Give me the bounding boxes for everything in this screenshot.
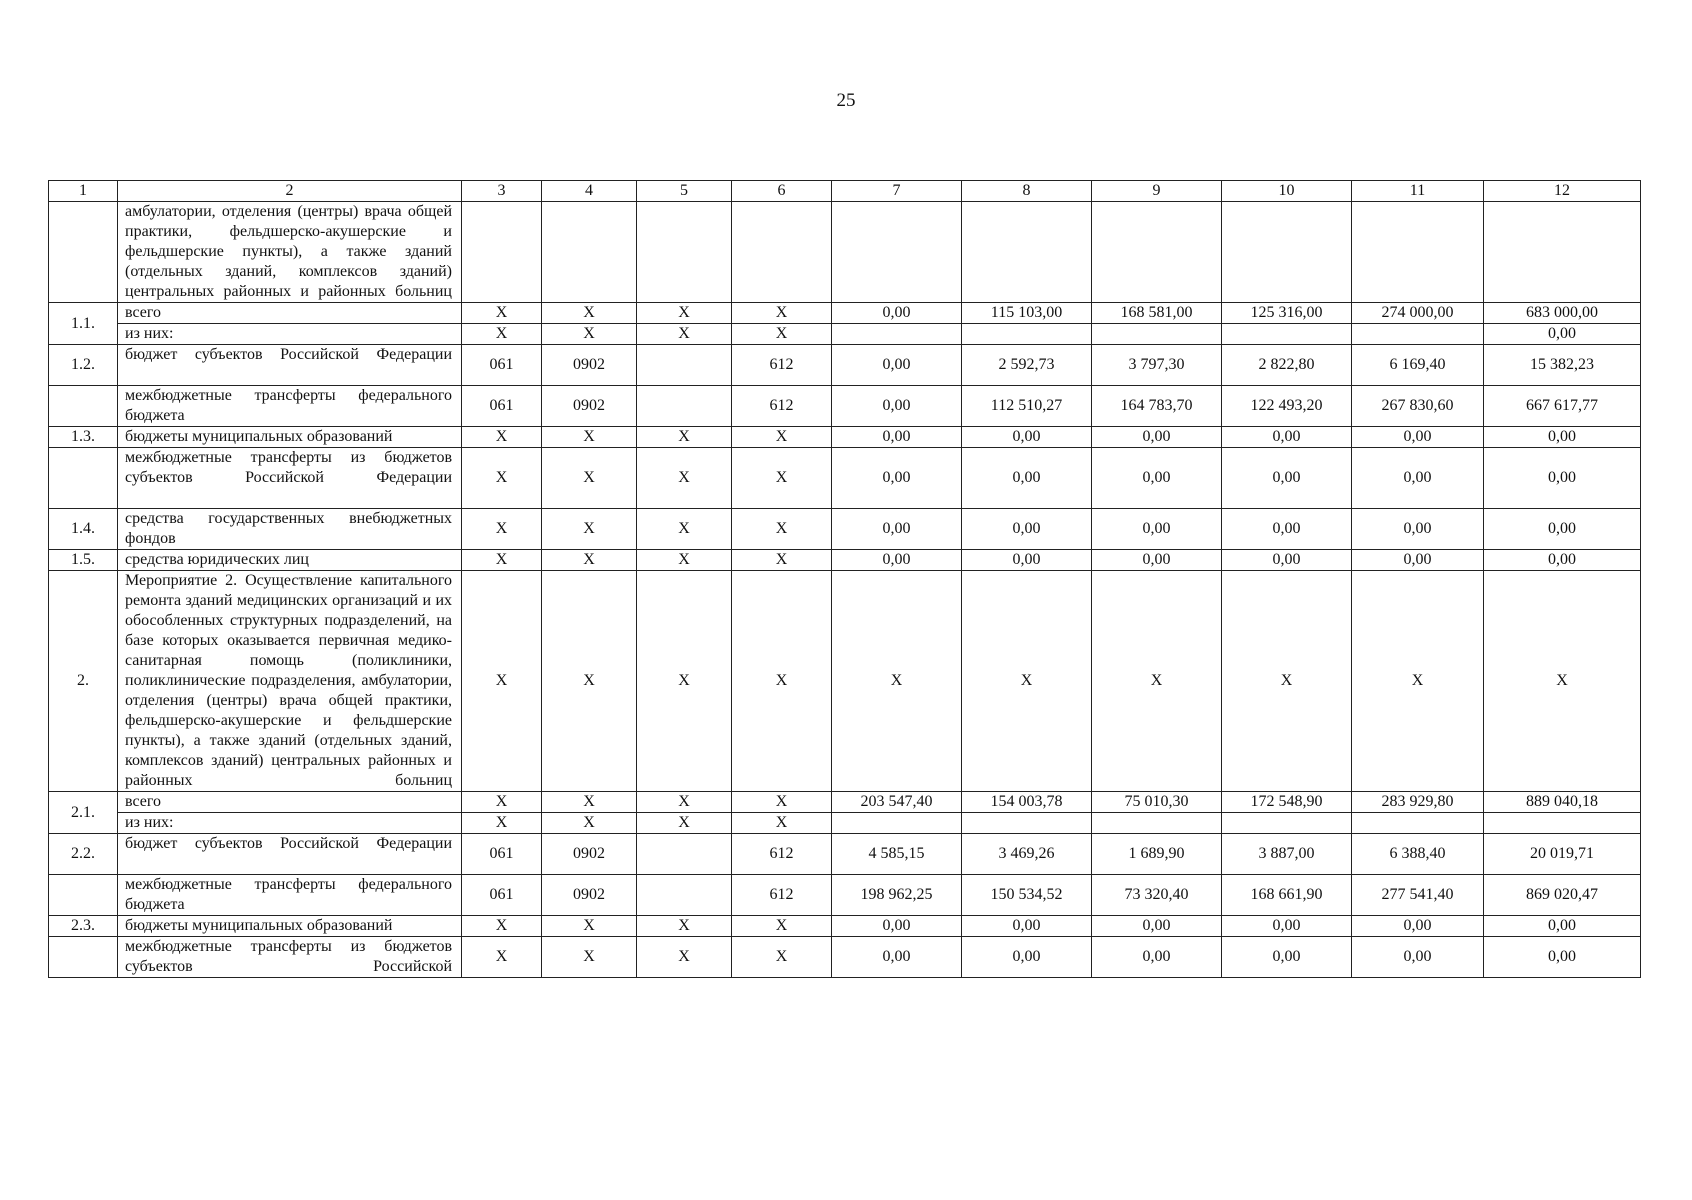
value-cell: 75 010,30 (1092, 792, 1222, 813)
value-cell: Х (732, 916, 832, 937)
table-row (49, 916, 1641, 937)
table-row (49, 202, 1641, 303)
item-number (49, 875, 118, 916)
value-cell: 0,00 (832, 509, 962, 550)
value-cell: 0,00 (832, 427, 962, 448)
value-cell: 0,00 (1352, 427, 1484, 448)
value-cell: 172 548,90 (1222, 792, 1352, 813)
value-cell: 1 689,90 (1092, 834, 1222, 875)
value-cell: Х (1484, 571, 1641, 792)
value-cell: 612 (732, 875, 832, 916)
item-number: 2.2. (49, 834, 118, 875)
value-cell: 683 000,00 (1484, 303, 1641, 324)
table-row (49, 937, 1641, 978)
value-cell: 115 103,00 (962, 303, 1092, 324)
table-row (49, 509, 1641, 550)
value-cell: 164 783,70 (1092, 386, 1222, 427)
column-number: 6 (732, 181, 832, 202)
value-cell: Х (637, 550, 732, 571)
value-cell: 061 (462, 875, 542, 916)
value-cell: 277 541,40 (1352, 875, 1484, 916)
item-description: средства государственных внебюджетных фондов (118, 509, 462, 550)
item-number: 2.1. (49, 792, 118, 834)
value-cell: 0,00 (1092, 937, 1222, 978)
column-number: 9 (1092, 181, 1222, 202)
value-cell (1352, 202, 1484, 303)
value-cell: 0,00 (1484, 937, 1641, 978)
item-description: Мероприятие 2. Осуществление капитального ремонта зданий медицинских организаций и их обособленных структурных подразделений, на базе которых оказывается первичная медико-санитарная помощь (поликлиники, поликлинические подразделения, амбулатории, отделения (центры) врача общей практики, фельдшерско-акушерские и фельдшерские пункты), а также зданий (отдельных зданий, комплексов зданий) центральных районных и районных больниц (118, 571, 462, 792)
item-number: 2.3. (49, 916, 118, 937)
value-cell (637, 386, 732, 427)
value-cell: 061 (462, 834, 542, 875)
item-description: бюджет субъектов Российской Федерации (118, 834, 462, 875)
value-cell: Х (1352, 571, 1484, 792)
value-cell (962, 813, 1092, 834)
item-number: 1.5. (49, 550, 118, 571)
value-cell: 0,00 (962, 427, 1092, 448)
value-cell: Х (732, 571, 832, 792)
value-cell (1222, 324, 1352, 345)
value-cell: 0,00 (962, 550, 1092, 571)
column-number: 3 (462, 181, 542, 202)
column-number: 12 (1484, 181, 1641, 202)
value-cell: 150 534,52 (962, 875, 1092, 916)
value-cell: Х (962, 571, 1092, 792)
value-cell (637, 345, 732, 386)
value-cell: Х (732, 937, 832, 978)
value-cell: 0,00 (1222, 427, 1352, 448)
value-cell: Х (462, 324, 542, 345)
value-cell: Х (732, 303, 832, 324)
value-cell: 0,00 (1484, 324, 1641, 345)
budget-table (48, 180, 1641, 978)
item-description: межбюджетные трансферты из бюджетов субъектов Российской Федерации (118, 448, 462, 509)
value-cell: 0902 (542, 875, 637, 916)
item-description: межбюджетные трансферты федерального бюджета (118, 875, 462, 916)
value-cell: 2 822,80 (1222, 345, 1352, 386)
value-cell: Х (542, 937, 637, 978)
value-cell: 0,00 (1484, 448, 1641, 509)
value-cell: Х (637, 813, 732, 834)
item-number (49, 937, 118, 978)
item-description: из них: (118, 324, 462, 345)
value-cell: 267 830,60 (1352, 386, 1484, 427)
value-cell: Х (542, 324, 637, 345)
value-cell: 0,00 (1484, 509, 1641, 550)
value-cell: Х (462, 550, 542, 571)
value-cell: 061 (462, 386, 542, 427)
value-cell: 0,00 (1222, 509, 1352, 550)
value-cell: 061 (462, 345, 542, 386)
value-cell: 3 887,00 (1222, 834, 1352, 875)
value-cell: Х (732, 792, 832, 813)
value-cell (1092, 324, 1222, 345)
value-cell: 0902 (542, 386, 637, 427)
value-cell: Х (542, 916, 637, 937)
value-cell: 20 019,71 (1484, 834, 1641, 875)
value-cell: 0,00 (1222, 937, 1352, 978)
table-row (49, 550, 1641, 571)
value-cell: 0,00 (1222, 916, 1352, 937)
value-cell: 3 797,30 (1092, 345, 1222, 386)
value-cell (962, 324, 1092, 345)
item-number: 1.1. (49, 303, 118, 345)
value-cell: Х (732, 427, 832, 448)
value-cell: 0902 (542, 345, 637, 386)
item-description: всего (118, 303, 462, 324)
column-number: 1 (49, 181, 118, 202)
value-cell: 667 617,77 (1484, 386, 1641, 427)
value-cell: 112 510,27 (962, 386, 1092, 427)
item-number: 1.2. (49, 345, 118, 386)
item-description: межбюджетные трансферты из бюджетов субъектов Российской (118, 937, 462, 978)
value-cell: 0,00 (962, 509, 1092, 550)
value-cell: Х (542, 571, 637, 792)
value-cell: 0,00 (1352, 550, 1484, 571)
value-cell (1352, 813, 1484, 834)
value-cell: 0,00 (832, 448, 962, 509)
value-cell: 0,00 (1092, 448, 1222, 509)
value-cell: 0,00 (1092, 916, 1222, 937)
value-cell: 154 003,78 (962, 792, 1092, 813)
value-cell: Х (462, 448, 542, 509)
value-cell: 0,00 (832, 386, 962, 427)
value-cell (832, 324, 962, 345)
value-cell: 4 585,15 (832, 834, 962, 875)
value-cell: 168 661,90 (1222, 875, 1352, 916)
table-row (49, 386, 1641, 427)
value-cell (542, 202, 637, 303)
value-cell: 0,00 (1484, 916, 1641, 937)
value-cell: 122 493,20 (1222, 386, 1352, 427)
value-cell: 0,00 (832, 345, 962, 386)
value-cell: Х (732, 550, 832, 571)
value-cell: 198 962,25 (832, 875, 962, 916)
value-cell: Х (462, 571, 542, 792)
value-cell: Х (542, 448, 637, 509)
value-cell: 0,00 (1092, 509, 1222, 550)
value-cell: Х (637, 509, 732, 550)
value-cell (637, 875, 732, 916)
value-cell: 0,00 (1484, 427, 1641, 448)
value-cell: Х (732, 509, 832, 550)
value-cell: 0,00 (1352, 509, 1484, 550)
table-row (49, 303, 1641, 324)
value-cell (962, 202, 1092, 303)
value-cell (1484, 813, 1641, 834)
value-cell: Х (637, 324, 732, 345)
item-number: 1.4. (49, 509, 118, 550)
column-number: 8 (962, 181, 1092, 202)
item-description: межбюджетные трансферты федерального бюджета (118, 386, 462, 427)
value-cell: Х (542, 792, 637, 813)
table-row (49, 324, 1641, 345)
value-cell: 15 382,23 (1484, 345, 1641, 386)
value-cell: 0,00 (1352, 448, 1484, 509)
value-cell: 283 929,80 (1352, 792, 1484, 813)
value-cell: Х (732, 448, 832, 509)
item-description: амбулатории, отделения (центры) врача общей практики, фельдшерско-акушерские и фельдшерские пункты), а также зданий (отдельных зданий, комплексов зданий) центральных районных и районных больниц (118, 202, 462, 303)
value-cell (1222, 202, 1352, 303)
value-cell: 6 169,40 (1352, 345, 1484, 386)
value-cell: Х (637, 937, 732, 978)
value-cell: Х (462, 937, 542, 978)
value-cell: 0,00 (1352, 937, 1484, 978)
value-cell (832, 813, 962, 834)
value-cell (1222, 813, 1352, 834)
table-row (49, 448, 1641, 509)
value-cell: Х (542, 813, 637, 834)
column-number: 11 (1352, 181, 1484, 202)
value-cell: 274 000,00 (1352, 303, 1484, 324)
value-cell (1092, 813, 1222, 834)
value-cell: Х (1222, 571, 1352, 792)
value-cell: Х (542, 509, 637, 550)
item-description: средства юридических лиц (118, 550, 462, 571)
value-cell: 125 316,00 (1222, 303, 1352, 324)
value-cell (732, 202, 832, 303)
value-cell: 0,00 (962, 937, 1092, 978)
table-row (49, 427, 1641, 448)
value-cell: 0902 (542, 834, 637, 875)
value-cell: 0,00 (1092, 427, 1222, 448)
value-cell (637, 202, 732, 303)
column-number: 10 (1222, 181, 1352, 202)
value-cell: 73 320,40 (1092, 875, 1222, 916)
header-row (49, 181, 1641, 202)
value-cell (832, 202, 962, 303)
value-cell: 0,00 (962, 448, 1092, 509)
item-description: бюджеты муниципальных образований (118, 427, 462, 448)
value-cell: Х (542, 303, 637, 324)
value-cell: 869 020,47 (1484, 875, 1641, 916)
value-cell: Х (637, 916, 732, 937)
value-cell (1092, 202, 1222, 303)
item-description: бюджет субъектов Российской Федерации (118, 345, 462, 386)
item-number (49, 386, 118, 427)
value-cell: 203 547,40 (832, 792, 962, 813)
value-cell: 889 040,18 (1484, 792, 1641, 813)
value-cell: 612 (732, 345, 832, 386)
value-cell: 168 581,00 (1092, 303, 1222, 324)
value-cell: Х (462, 792, 542, 813)
table-row (49, 571, 1641, 792)
value-cell: 0,00 (832, 550, 962, 571)
table-row (49, 813, 1641, 834)
value-cell: 0,00 (832, 916, 962, 937)
value-cell: Х (462, 509, 542, 550)
value-cell: 3 469,26 (962, 834, 1092, 875)
table-row (49, 834, 1641, 875)
item-number: 2. (49, 571, 118, 792)
table-body (49, 181, 1641, 978)
value-cell: 6 388,40 (1352, 834, 1484, 875)
value-cell: 612 (732, 386, 832, 427)
item-number: 1.3. (49, 427, 118, 448)
value-cell: 0,00 (1352, 916, 1484, 937)
column-number: 7 (832, 181, 962, 202)
value-cell: Х (832, 571, 962, 792)
item-description: бюджеты муниципальных образований (118, 916, 462, 937)
value-cell: Х (542, 427, 637, 448)
value-cell (462, 202, 542, 303)
value-cell: 612 (732, 834, 832, 875)
value-cell: 0,00 (1484, 550, 1641, 571)
value-cell: Х (732, 324, 832, 345)
value-cell: 0,00 (832, 303, 962, 324)
item-number (49, 202, 118, 303)
column-number: 4 (542, 181, 637, 202)
column-number: 2 (118, 181, 462, 202)
column-number: 5 (637, 181, 732, 202)
value-cell: Х (732, 813, 832, 834)
table-row (49, 345, 1641, 386)
value-cell: Х (637, 427, 732, 448)
value-cell (1352, 324, 1484, 345)
page-number: 25 (836, 90, 856, 111)
value-cell: Х (637, 303, 732, 324)
value-cell: Х (462, 427, 542, 448)
item-number (49, 448, 118, 509)
value-cell: Х (462, 813, 542, 834)
value-cell: 0,00 (962, 916, 1092, 937)
table-row (49, 875, 1641, 916)
value-cell: Х (637, 792, 732, 813)
value-cell: Х (637, 448, 732, 509)
value-cell: Х (637, 571, 732, 792)
value-cell (637, 834, 732, 875)
value-cell: 0,00 (1222, 448, 1352, 509)
value-cell: 0,00 (1222, 550, 1352, 571)
value-cell (1484, 202, 1641, 303)
value-cell: Х (462, 303, 542, 324)
value-cell: 2 592,73 (962, 345, 1092, 386)
item-description: из них: (118, 813, 462, 834)
table-row (49, 792, 1641, 813)
value-cell: Х (462, 916, 542, 937)
value-cell: Х (1092, 571, 1222, 792)
value-cell: 0,00 (1092, 550, 1222, 571)
item-description: всего (118, 792, 462, 813)
value-cell: 0,00 (832, 937, 962, 978)
value-cell: Х (542, 550, 637, 571)
